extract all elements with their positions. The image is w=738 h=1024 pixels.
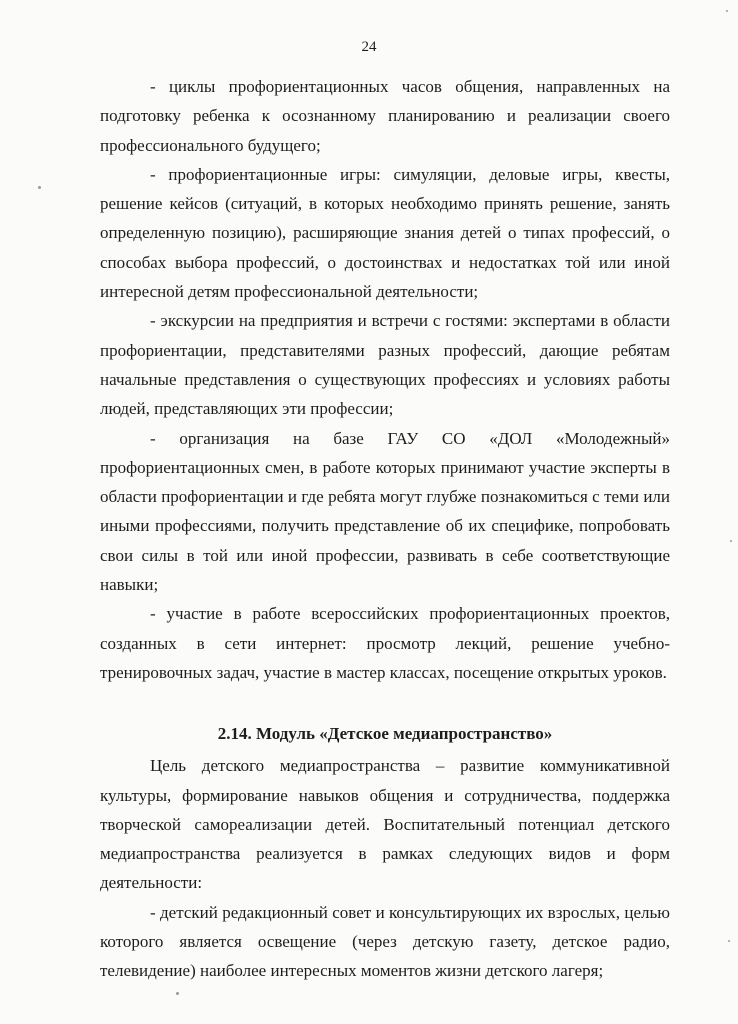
scan-speck bbox=[730, 540, 732, 542]
scan-speck bbox=[728, 940, 730, 942]
list-item-editorial-board: - детский редакционный совет и консультирующих их взрослых, целью которого является освещение (через детскую газету, детское радио, телевидение) наиболее интересных моментов жизни детского лагеря; bbox=[100, 902, 670, 981]
scan-speck bbox=[38, 186, 41, 189]
section-heading: 2.14. Модуль «Детское медиапространство» bbox=[217, 724, 553, 744]
scan-speck bbox=[726, 10, 728, 12]
list-item-excursions: - экскурсии на предприятия и встречи с гостями: экспертами в области профориентации, представителями разных профессий, дающие ребятам начальные представления о существующих профессиях и условиях работы людей, представляющих эти профессии; bbox=[100, 311, 670, 419]
section-paragraph-goal: Цель детского медиапространства – развитие коммуникативной культуры, формирование навыков общения и сотрудничества, поддержка творческой самореализации детей. Воспитательный потенциал детского медиапространства реализуется в рамках следующих видов и форм деятельности: bbox=[100, 756, 670, 893]
list-item-online-projects: - участие в работе всероссийских профориентационных проектов, созданных в сети интернет: просмотр лекций, решение учебно-тренировочных задач, участие в мастер классах, посещение открытых уроков. bbox=[100, 604, 670, 682]
page-content bbox=[100, 72, 670, 986]
list-item-career-games: - профориентационные игры: симуляции, деловые игры, квесты, решение кейсов (ситуаций, в которых необходимо принять решение, занять определенную позицию), расширяющие знания детей о типах профессий, о способах выбора профессий, о достоинствах и недостатках той или иной интересной детям профессиональной деятельности; bbox=[100, 164, 670, 302]
page-number: 24 bbox=[361, 39, 377, 55]
scan-speck bbox=[176, 992, 179, 995]
list-item-career-hours: - циклы профориентационных часов общения, направленных на подготовку ребенка к осознанному планированию и реализации своего профессионального будущего; bbox=[100, 77, 670, 155]
list-item-career-shifts: - организация на базе ГАУ СО «ДОЛ «Молодежный» профориентационных смен, в работе которых принимают участие эксперты в области профориентации и где ребята могут глубже познакомиться с теми или иными профессиями, получить представление об их специфике, попробовать свои силы в той или иной профессии, развивать в себе соответствующие навыки; bbox=[100, 428, 670, 595]
